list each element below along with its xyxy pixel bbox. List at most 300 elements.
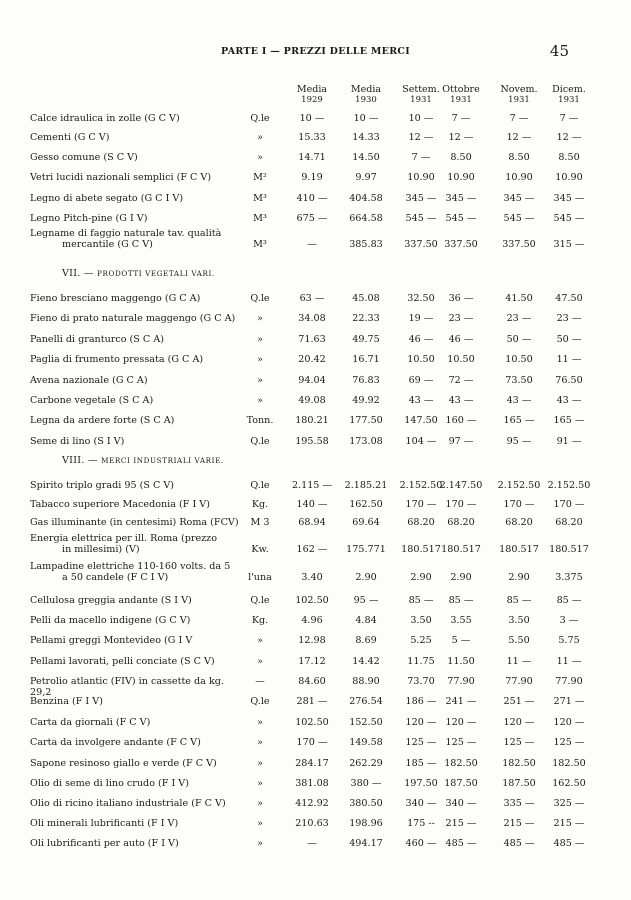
item-label [30, 480, 240, 491]
unit: » [257, 798, 263, 809]
item-name: Pelli da macello indigene (G C V) [30, 615, 191, 626]
price-cell: 125 — [503, 737, 535, 748]
item-name: Pellami lavorati, pelli conciate (S C V) [30, 656, 215, 667]
price-cell: 545 — [503, 213, 535, 224]
price-cell: 120 — [445, 717, 477, 728]
price-cell: 162.50 [552, 778, 586, 789]
price-cell: 215 — [445, 818, 477, 829]
price-cell: 173.08 [349, 436, 383, 447]
section-number: VII. — [62, 268, 98, 279]
price-cell: 271 — [553, 696, 585, 707]
price-cell: 36 — [448, 293, 474, 304]
running-header [0, 44, 631, 60]
unit: M³ [253, 213, 267, 224]
column-label: Ottobre [442, 84, 480, 95]
price-cell: 45.08 [352, 293, 380, 304]
item-name: Carbone vegetale (S C A) [30, 395, 154, 406]
column-label: Settem. [402, 84, 440, 95]
unit: — [255, 676, 265, 687]
price-cell: 4.96 [301, 615, 323, 626]
price-cell: 125 — [405, 737, 437, 748]
page-number: 45 [549, 42, 569, 60]
price-cell: 494.17 [349, 838, 383, 849]
price-cell: 182.50 [444, 758, 478, 769]
price-cell: 175 -- [407, 818, 435, 829]
item-label [30, 778, 240, 789]
item-label [30, 615, 240, 626]
price-cell: 95 — [506, 436, 532, 447]
price-cell: 380 — [350, 778, 382, 789]
price-cell: 104 — [405, 436, 437, 447]
price-cell: 460 — [405, 838, 437, 849]
price-cell: 276.54 [349, 696, 383, 707]
price-cell: 12 — [506, 132, 532, 143]
unit: » [257, 838, 263, 849]
item-name: Vetri lucidi nazionali semplici (F C V) [30, 172, 212, 183]
price-cell: 335 — [503, 798, 535, 809]
unit: Q.le [250, 293, 270, 304]
item-label [30, 798, 240, 809]
price-cell: 162.50 [349, 499, 383, 510]
column-year: 1929 [301, 95, 323, 105]
item-name: Seme di lino (S I V) [30, 436, 125, 447]
price-cell: 102.50 [295, 595, 329, 606]
item-name: Cementi (G C V) [30, 132, 110, 143]
column-header [491, 84, 547, 106]
price-cell: 77.90 [555, 676, 583, 687]
price-cell: 195.58 [295, 436, 329, 447]
price-cell: 2.115 — [291, 480, 333, 491]
unit: » [257, 313, 263, 324]
price-cell: 8.50 [450, 152, 472, 163]
item-name: Gas illuminante (in centesimi) Roma (FCV) [30, 517, 239, 528]
unit: Q.le [250, 595, 270, 606]
column-year: 1931 [410, 95, 432, 105]
price-cell: 180.517 [499, 544, 539, 555]
price-cell: 162 — [296, 544, 328, 555]
item-label [30, 213, 240, 224]
price-cell: 3.375 [555, 572, 583, 583]
section-heading [62, 455, 224, 466]
price-cell: 185 — [405, 758, 437, 769]
price-cell: 69 — [408, 375, 434, 386]
item-label [30, 533, 240, 555]
item-label [30, 132, 240, 143]
item-label [30, 676, 240, 698]
price-cell: 94.04 [298, 375, 326, 386]
item-name-continued: mercantile (G C V) [62, 239, 153, 250]
unit: M² [253, 172, 267, 183]
price-cell: 68.20 [407, 517, 435, 528]
price-cell: 68.20 [555, 517, 583, 528]
column-year: 1930 [355, 95, 377, 105]
item-name: Panelli di granturco (S C A) [30, 334, 164, 345]
price-cell: 8.69 [355, 635, 377, 646]
price-cell: 15.33 [298, 132, 326, 143]
column-label: Media [350, 84, 382, 95]
price-cell: 284.17 [295, 758, 329, 769]
price-cell: 165 — [553, 415, 585, 426]
price-cell: 2.152.50 [399, 480, 443, 491]
price-cell: 8.50 [558, 152, 580, 163]
section-heading [62, 268, 215, 279]
price-cell: 340 — [405, 798, 437, 809]
price-cell: 12 — [556, 132, 582, 143]
unit: » [257, 818, 263, 829]
item-label [30, 313, 240, 324]
item-label [30, 595, 240, 606]
price-cell: 17.12 [298, 656, 326, 667]
price-cell: 187.50 [502, 778, 536, 789]
unit: » [257, 656, 263, 667]
price-cell: 337.50 [404, 239, 438, 250]
price-cell: 47.50 [555, 293, 583, 304]
price-cell: 12 — [408, 132, 434, 143]
price-cell: 3 — [559, 615, 579, 626]
column-header [284, 84, 340, 106]
price-cell: 170 — [445, 499, 477, 510]
price-cell: 68.20 [447, 517, 475, 528]
price-cell: 2.147.50 [439, 480, 483, 491]
price-cell: 7 — [559, 113, 579, 124]
unit: » [257, 758, 263, 769]
price-cell: 125 — [445, 737, 477, 748]
unit: l'una [248, 572, 272, 583]
item-label [30, 375, 240, 386]
price-cell: 5.75 [558, 635, 580, 646]
unit: » [257, 395, 263, 406]
price-cell: 14.42 [352, 656, 380, 667]
price-cell: 46 — [408, 334, 434, 345]
price-cell: 281 — [296, 696, 328, 707]
price-cell: 177.50 [349, 415, 383, 426]
price-cell: 91 — [556, 436, 582, 447]
column-label: Novem. [500, 84, 538, 95]
price-cell: 3.50 [410, 615, 432, 626]
unit: Q.le [250, 696, 270, 707]
price-cell: 43 — [556, 395, 582, 406]
item-name: Calce idraulica in zolle (G C V) [30, 113, 180, 124]
price-cell: 76.50 [555, 375, 583, 386]
price-cell: 186 — [405, 696, 437, 707]
price-cell: 10 — [299, 113, 325, 124]
unit: Q.le [250, 480, 270, 491]
price-cell: 3.55 [450, 615, 472, 626]
price-cell: 11.75 [407, 656, 435, 667]
item-name: Legna da ardere forte (S C A) [30, 415, 175, 426]
item-name: Fieno bresciano maggengo (G C A) [30, 293, 201, 304]
price-cell: 170 — [553, 499, 585, 510]
price-cell: 11 — [556, 656, 582, 667]
item-name: Legname di faggio naturale tav. qualità [30, 228, 222, 239]
price-cell: 7 — [509, 113, 529, 124]
price-cell: 16.71 [352, 354, 380, 365]
section-title: MERCI INDUSTRIALI VARIE. [101, 456, 224, 465]
column-label: Media [296, 84, 328, 95]
price-cell: 345 — [405, 193, 437, 204]
price-cell: 14.33 [352, 132, 380, 143]
item-label [30, 656, 240, 667]
price-cell: 73.50 [505, 375, 533, 386]
price-cell: 85 — [506, 595, 532, 606]
item-name: Gesso comune (S C V) [30, 152, 138, 163]
item-name: Legno di abete segato (G C I V) [30, 193, 184, 204]
price-cell: 160 — [445, 415, 477, 426]
unit: Kg. [251, 499, 269, 510]
item-label [30, 152, 240, 163]
price-cell: 152.50 [349, 717, 383, 728]
price-cell: 140 — [296, 499, 328, 510]
item-name: Carta da involgere andante (F C V) [30, 737, 201, 748]
price-cell: 545 — [445, 213, 477, 224]
price-cell: 149.58 [349, 737, 383, 748]
section-title: PRODOTTI VEGETALI VARI. [97, 269, 215, 278]
unit: » [257, 737, 263, 748]
price-cell: 85 — [556, 595, 582, 606]
unit: M³ [253, 193, 267, 204]
price-cell: 10 — [408, 113, 434, 124]
price-cell: 73.70 [407, 676, 435, 687]
price-cell: 180.517 [549, 544, 589, 555]
price-cell: 7 — [411, 152, 431, 163]
price-cell: 545 — [405, 213, 437, 224]
column-header [541, 84, 597, 106]
price-cell: 10.90 [407, 172, 435, 183]
unit: Kg. [251, 615, 269, 626]
price-cell: 46 — [448, 334, 474, 345]
price-cell: 675 — [296, 213, 328, 224]
price-cell: 180.21 [295, 415, 329, 426]
price-cell: 19 — [408, 313, 434, 324]
item-name: Olio di ricino italiano industriale (F C V) [30, 798, 226, 809]
price-cell: 175.771 [346, 544, 386, 555]
item-label [30, 838, 240, 849]
price-cell: 43 — [448, 395, 474, 406]
column-header [433, 84, 489, 106]
price-cell: 7 — [451, 113, 471, 124]
price-cell: 170 — [405, 499, 437, 510]
unit: » [257, 334, 263, 345]
price-cell: 14.50 [352, 152, 380, 163]
price-cell: 10.50 [505, 354, 533, 365]
price-cell: 2.185.21 [344, 480, 388, 491]
price-cell: 20.42 [298, 354, 326, 365]
price-cell: 385.83 [349, 239, 383, 250]
price-cell: 49.75 [352, 334, 380, 345]
price-cell: 11 — [556, 354, 582, 365]
column-year: 1931 [508, 95, 530, 105]
price-cell: 182.50 [502, 758, 536, 769]
price-cell: 72 — [448, 375, 474, 386]
item-label [30, 113, 240, 124]
price-cell: 180.517 [441, 544, 481, 555]
item-name: Oli minerali lubrificanti (F I V) [30, 818, 179, 829]
price-cell: 410 — [296, 193, 328, 204]
price-cell: 340 — [445, 798, 477, 809]
price-cell: 210.63 [295, 818, 329, 829]
price-cell: 170 — [296, 737, 328, 748]
item-label [30, 737, 240, 748]
price-cell: 23 — [556, 313, 582, 324]
price-cell: 34.08 [298, 313, 326, 324]
unit: » [257, 717, 263, 728]
price-cell: 12 — [448, 132, 474, 143]
price-cell: 10.90 [447, 172, 475, 183]
price-cell: 43 — [408, 395, 434, 406]
price-cell: 412.92 [295, 798, 329, 809]
item-label [30, 717, 240, 728]
item-name: Carta da giornali (F C V) [30, 717, 151, 728]
price-cell: 10 — [353, 113, 379, 124]
price-cell: 337.50 [502, 239, 536, 250]
page-title: PARTE I — PREZZI DELLE MERCI [220, 46, 411, 57]
price-cell: 120 — [503, 717, 535, 728]
price-cell: 198.96 [349, 818, 383, 829]
item-label [30, 436, 240, 447]
price-cell: 345 — [553, 193, 585, 204]
price-cell: 545 — [553, 213, 585, 224]
price-cell: 120 — [405, 717, 437, 728]
price-cell: 97 — [448, 436, 474, 447]
price-cell: 10.50 [407, 354, 435, 365]
item-label [30, 635, 240, 646]
item-name: Fieno di prato naturale maggengo (G C A) [30, 313, 236, 324]
item-label [30, 499, 240, 510]
unit: » [257, 132, 263, 143]
price-cell: 2.90 [450, 572, 472, 583]
item-name: Avena nazionale (G C A) [30, 375, 148, 386]
price-cell: 10.90 [505, 172, 533, 183]
price-cell: 49.92 [352, 395, 380, 406]
item-label [30, 758, 240, 769]
column-label: Dicem. [552, 84, 586, 95]
item-label [30, 395, 240, 406]
price-cell: 485 — [553, 838, 585, 849]
item-label [30, 517, 240, 528]
price-cell: 3.50 [508, 615, 530, 626]
price-cell: 84.60 [298, 676, 326, 687]
item-name: Pellami greggi Montevideo (G I V [30, 635, 193, 646]
item-label [30, 818, 240, 829]
price-cell: 187.50 [444, 778, 478, 789]
price-cell: 381.08 [295, 778, 329, 789]
price-cell: 49.08 [298, 395, 326, 406]
item-name: Oli lubrificanti per auto (F I V) [30, 838, 179, 849]
price-cell: 120 — [553, 717, 585, 728]
price-cell: 485 — [503, 838, 535, 849]
price-cell: 2.152.50 [497, 480, 541, 491]
price-cell: 77.90 [447, 676, 475, 687]
price-cell: 12.98 [298, 635, 326, 646]
item-label [30, 415, 240, 426]
price-cell: 262.29 [349, 758, 383, 769]
price-cell: — [307, 838, 317, 849]
price-cell: 63 — [299, 293, 325, 304]
item-label [30, 561, 240, 583]
price-cell: 664.58 [349, 213, 383, 224]
price-cell: 315 — [553, 239, 585, 250]
price-cell: 404.58 [349, 193, 383, 204]
unit: » [257, 778, 263, 789]
price-cell: 4.84 [355, 615, 377, 626]
price-cell: 2.90 [355, 572, 377, 583]
unit: M³ [253, 239, 267, 250]
price-cell: 241 — [445, 696, 477, 707]
price-cell: 88.90 [352, 676, 380, 687]
item-name: Paglia di frumento pressata (G C A) [30, 354, 204, 365]
item-name: Energia elettrica per ill. Roma (prezzo [30, 533, 218, 544]
unit: » [257, 354, 263, 365]
price-cell: 2.152.50 [547, 480, 591, 491]
price-cell: 77.90 [505, 676, 533, 687]
price-cell: 251 — [503, 696, 535, 707]
price-cell: 23 — [448, 313, 474, 324]
price-cell: 50 — [506, 334, 532, 345]
unit: » [257, 375, 263, 386]
price-cell: 71.63 [298, 334, 326, 345]
item-name: Olio di seme di lino crudo (F I V) [30, 778, 189, 789]
price-cell: 2.90 [508, 572, 530, 583]
price-cell: 69.64 [352, 517, 380, 528]
price-cell: 8.50 [508, 152, 530, 163]
price-cell: 43 — [506, 395, 532, 406]
price-cell: 9.19 [301, 172, 323, 183]
price-cell: 485 — [445, 838, 477, 849]
price-cell: 10.90 [555, 172, 583, 183]
price-cell: 215 — [503, 818, 535, 829]
price-cell: 32.50 [407, 293, 435, 304]
price-cell: — [307, 239, 317, 250]
unit: Tonn. [246, 415, 274, 426]
price-cell: 50 — [556, 334, 582, 345]
price-cell: 180.517 [401, 544, 441, 555]
unit: » [257, 635, 263, 646]
item-name: Tabacco superiore Macedonia (F I V) [30, 499, 210, 510]
price-cell: 170 — [503, 499, 535, 510]
unit: M 3 [250, 517, 270, 528]
price-cell: 41.50 [505, 293, 533, 304]
price-cell: 2.90 [410, 572, 432, 583]
item-name-continued: in millesimi) (V) [62, 544, 140, 555]
price-cell: 95 — [353, 595, 379, 606]
item-label [30, 193, 240, 204]
price-cell: 85 — [448, 595, 474, 606]
column-year: 1931 [558, 95, 580, 105]
price-cell: 68.20 [505, 517, 533, 528]
column-year: 1931 [450, 95, 472, 105]
price-cell: 147.50 [404, 415, 438, 426]
item-name: Spirito triplo gradi 95 (S C V) [30, 480, 175, 491]
price-cell: 325 — [553, 798, 585, 809]
section-number: VIII. — [62, 455, 102, 466]
item-name: Benzina (F I V) [30, 696, 103, 707]
price-cell: 197.50 [404, 778, 438, 789]
item-name-continued: a 50 candele (F C I V) [62, 572, 169, 583]
price-cell: 337.50 [444, 239, 478, 250]
price-cell: 3.40 [301, 572, 323, 583]
price-cell: 85 — [408, 595, 434, 606]
price-cell: 345 — [445, 193, 477, 204]
item-name: Cellulosa greggia andante (S I V) [30, 595, 192, 606]
item-name: Lampadine elettriche 110-160 volts. da 5 [30, 561, 231, 572]
price-cell: 5.25 [410, 635, 432, 646]
item-label [30, 172, 240, 183]
column-header [338, 84, 394, 106]
price-cell: 11 — [506, 656, 532, 667]
price-cell: 5.50 [508, 635, 530, 646]
item-name: Sapone resinoso giallo e verde (F C V) [30, 758, 217, 769]
price-cell: 14.71 [298, 152, 326, 163]
